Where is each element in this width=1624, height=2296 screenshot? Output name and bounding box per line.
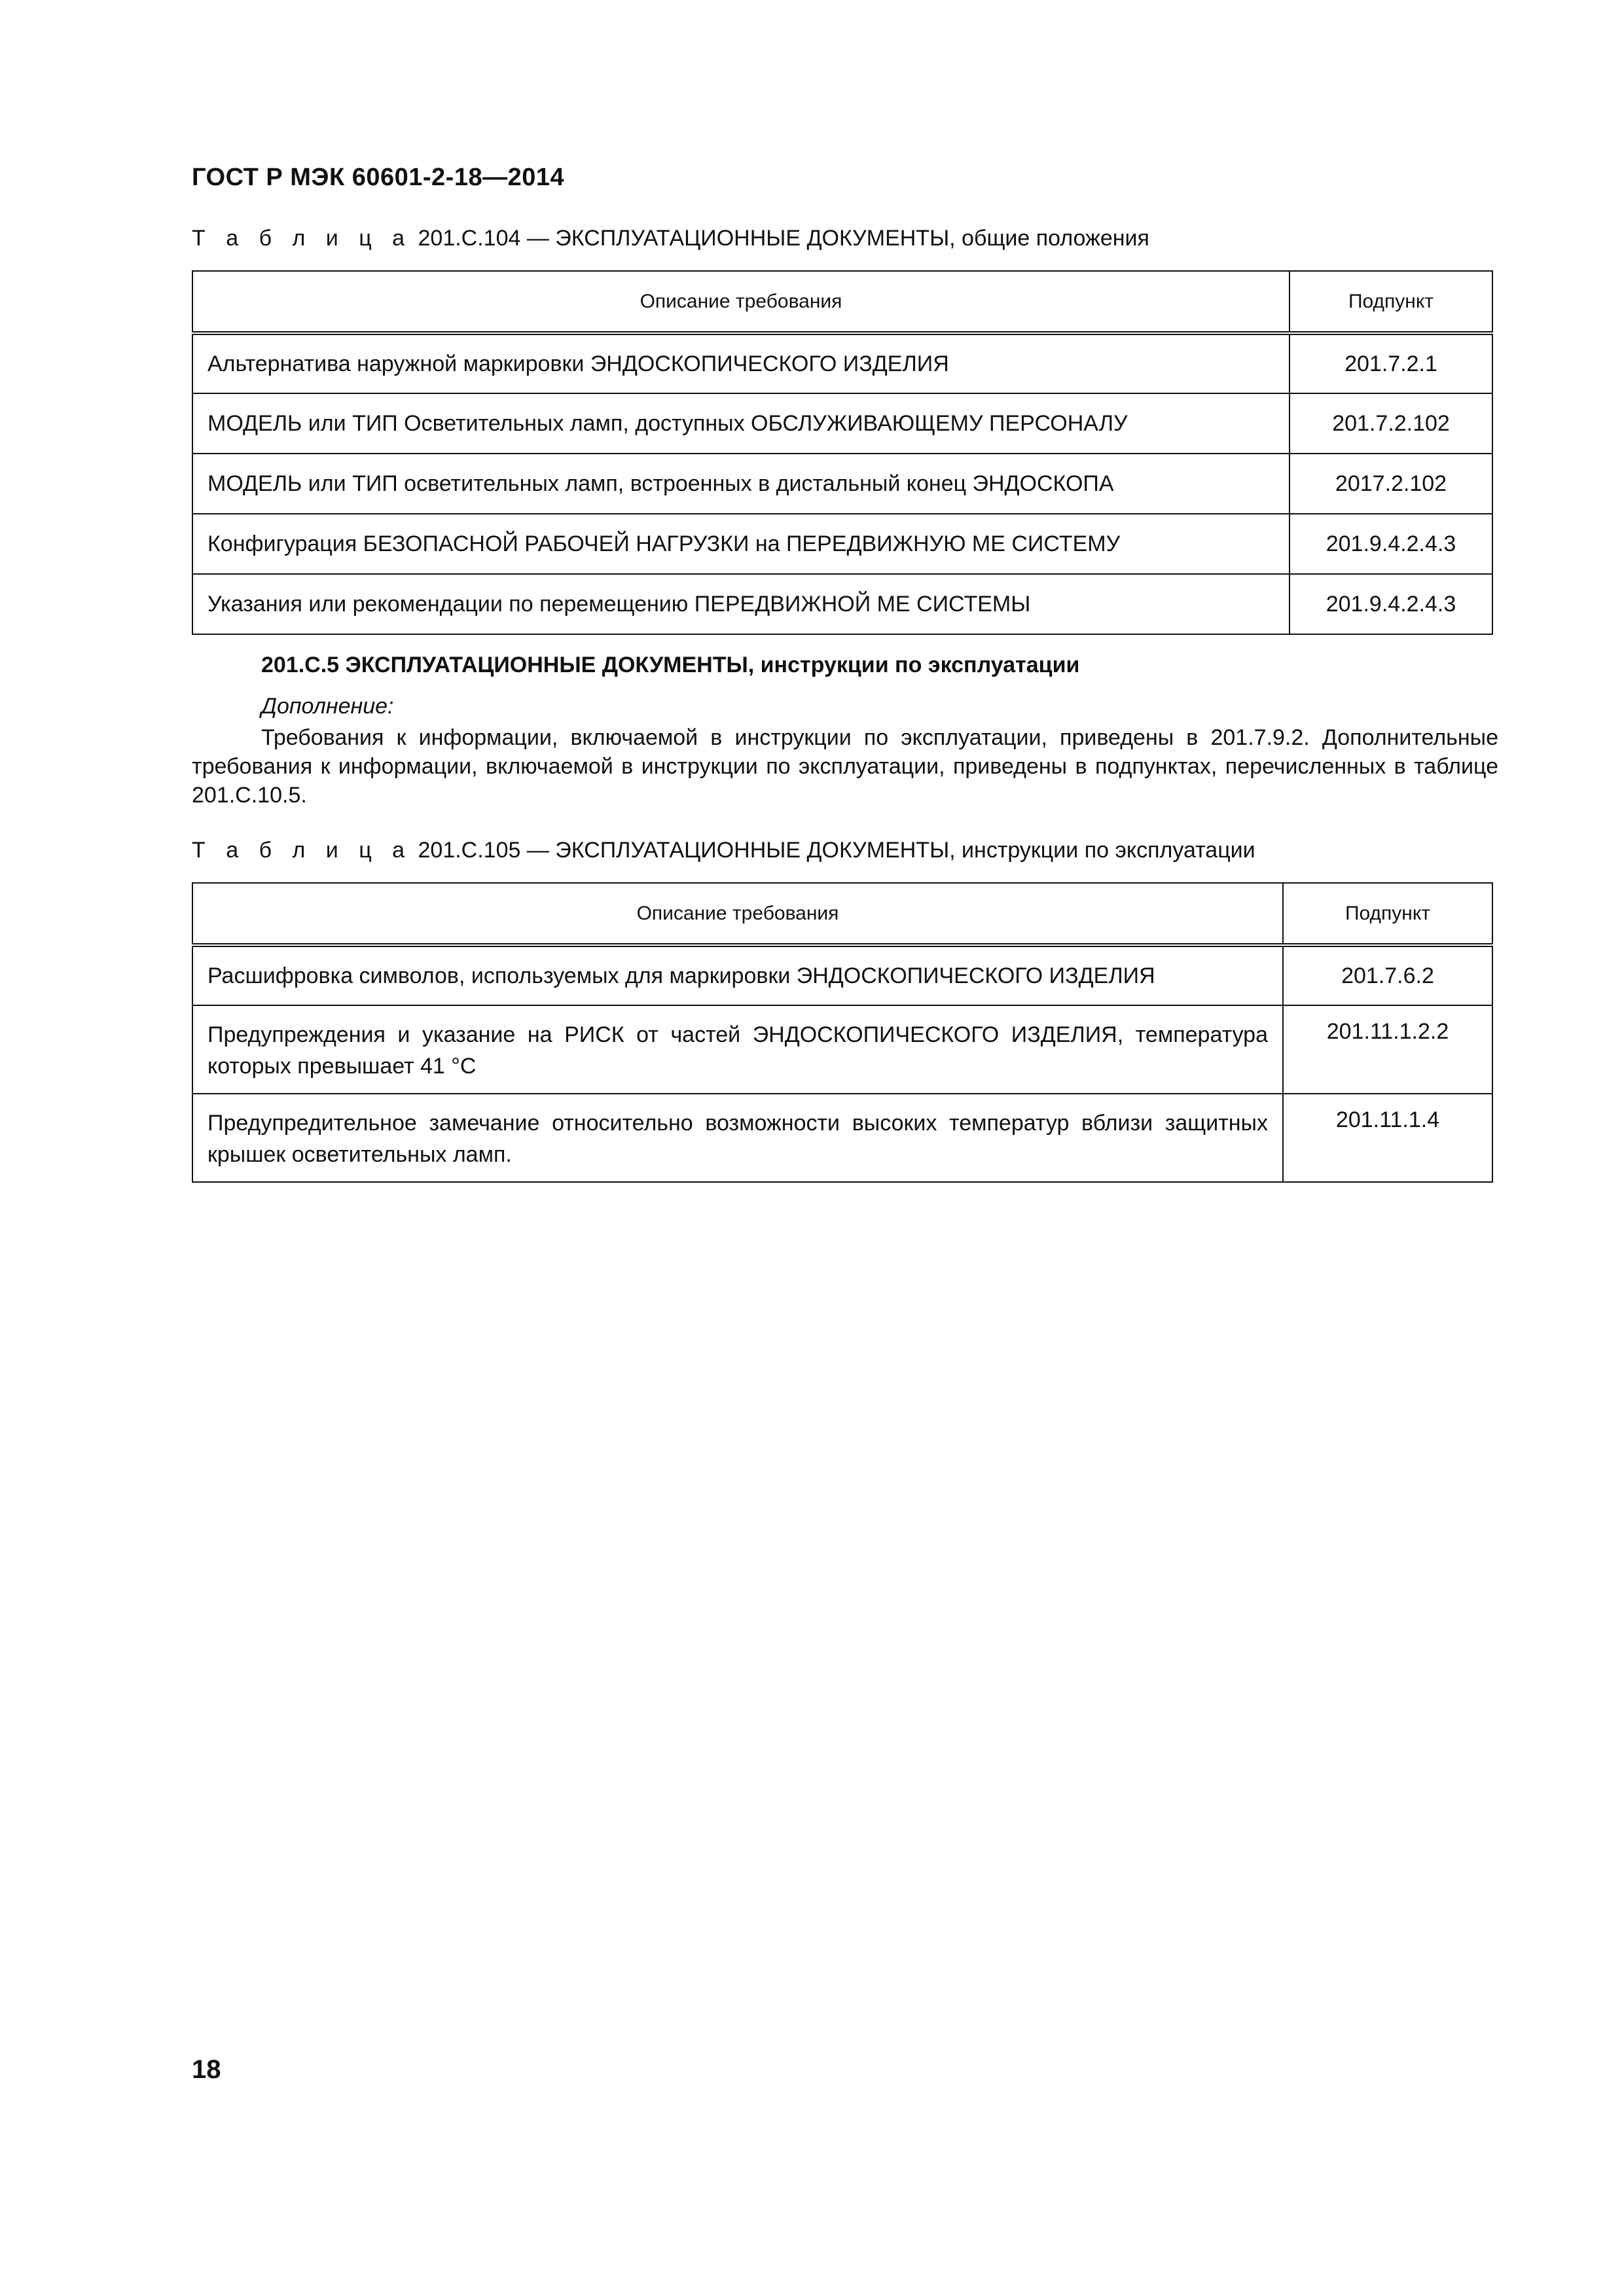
- table2-caption-prefix: Т а б л и ц а: [192, 838, 412, 863]
- table1-caption-text: 201.C.104 — ЭКСПЛУАТАЦИОННЫЕ ДОКУМЕНТЫ, общие положения: [418, 226, 1149, 251]
- row-clause: 201.7.2.102: [1290, 393, 1492, 454]
- row-clause: 201.11.1.2.2: [1283, 1005, 1492, 1094]
- row-description: Указания или рекомендации по перемещению ПЕРЕДВИЖНОЙ МЕ СИСТЕМЫ: [192, 574, 1290, 634]
- row-clause: 201.9.4.2.4.3: [1290, 574, 1492, 634]
- section-paragraph: Требования к информации, включаемой в инструкции по эксплуатации, приведены в 201.7.9.2. Дополнительные требования к информации, включаемой в инструкции по эксплуатации, приведены в подпунктах, перечисленных в таблице 201.C.10.5.: [192, 725, 1498, 808]
- addition-label: Дополнение:: [261, 694, 394, 719]
- row-description: МОДЕЛЬ или ТИП Осветительных ламп, доступных ОБСЛУЖИВАЮЩЕМУ ПЕРСОНАЛУ: [192, 393, 1290, 454]
- table-row: [192, 574, 1492, 634]
- table1-caption: [192, 226, 1149, 251]
- table-row: [192, 333, 1492, 393]
- row-description: МОДЕЛЬ или ТИП осветительных ламп, встроенных в дистальный конец ЭНДОСКОПА: [192, 454, 1290, 514]
- table2-col-desc: Описание требования: [192, 883, 1283, 945]
- row-description: Предупреждения и указание на РИСК от частей ЭНДОСКОПИЧЕСКОГО ИЗДЕЛИЯ, температура которых превышает 41 °C: [192, 1005, 1283, 1094]
- table2-caption-text: 201.C.105 — ЭКСПЛУАТАЦИОННЫЕ ДОКУМЕНТЫ, инструкции по эксплуатации: [418, 838, 1255, 863]
- row-clause: 201.7.6.2: [1283, 945, 1492, 1005]
- table-row: [192, 393, 1492, 454]
- table1-caption-prefix: Т а б л и ц а: [192, 226, 412, 251]
- row-clause: 2017.2.102: [1290, 454, 1492, 514]
- row-clause: 201.7.2.1: [1290, 333, 1492, 393]
- table2-caption: [192, 838, 1255, 863]
- row-clause: 201.9.4.2.4.3: [1290, 514, 1492, 574]
- table-row: [192, 514, 1492, 574]
- table-row: [192, 1005, 1492, 1094]
- table1-col-clause: Подпункт: [1290, 271, 1492, 333]
- table-row: [192, 454, 1492, 514]
- row-description: Предупредительное замечание относительно возможности высоких температур вблизи защитных крышек осветительных ламп.: [192, 1094, 1283, 1182]
- section-title: 201.C.5 ЭКСПЛУАТАЦИОННЫЕ ДОКУМЕНТЫ, инструкции по эксплуатации: [261, 653, 1080, 677]
- row-description: Расшифровка символов, используемых для маркировки ЭНДОСКОПИЧЕСКОГО ИЗДЕЛИЯ: [192, 945, 1283, 1005]
- table-row: [192, 945, 1492, 1005]
- table-row: [192, 1094, 1492, 1182]
- document-header: ГОСТ Р МЭК 60601-2-18—2014: [192, 164, 565, 191]
- page-number: 18: [192, 2055, 221, 2084]
- row-clause: 201.11.1.4: [1283, 1094, 1492, 1182]
- table1-header-row: [192, 271, 1492, 333]
- table1-col-desc: Описание требования: [192, 271, 1290, 333]
- row-description: Альтернатива наружной маркировки ЭНДОСКОПИЧЕСКОГО ИЗДЕЛИЯ: [192, 333, 1290, 393]
- row-description: Конфигурация БЕЗОПАСНОЙ РАБОЧЕЙ НАГРУЗКИ на ПЕРЕДВИЖНУЮ МЕ СИСТЕМУ: [192, 514, 1290, 574]
- table2-col-clause: Подпункт: [1283, 883, 1492, 945]
- table1: [192, 270, 1493, 635]
- table2-header-row: [192, 883, 1492, 945]
- table2: [192, 882, 1493, 1183]
